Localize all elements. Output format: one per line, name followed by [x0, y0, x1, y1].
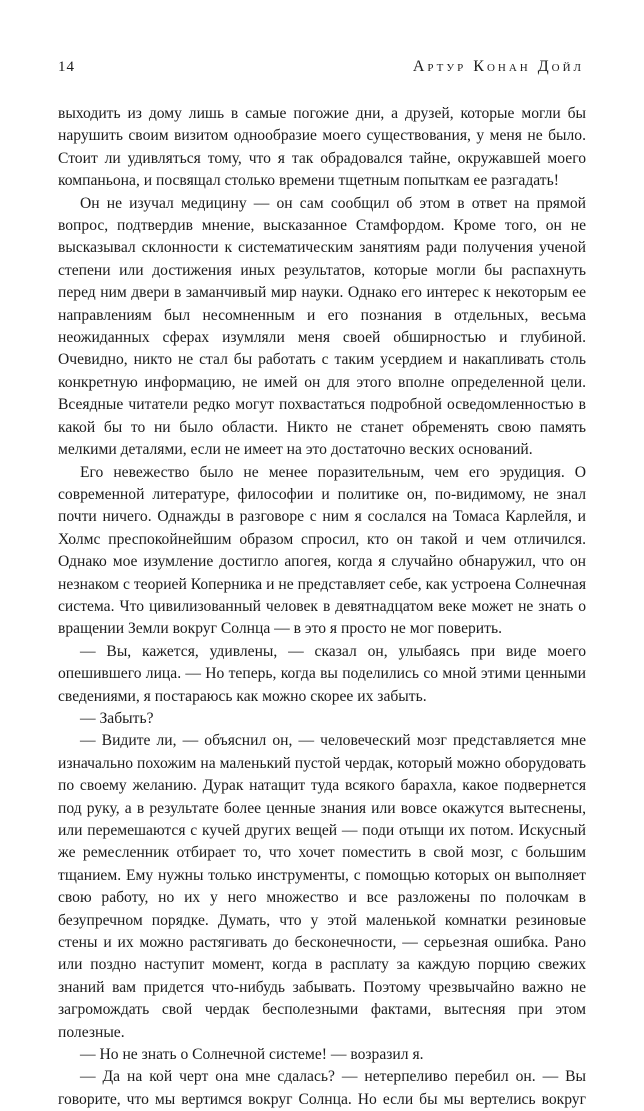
paragraph: — Вы, кажется, удивлены, — сказал он, улыбаясь при виде моего опешившего лица. — Но теперь, когда вы поделились со мной этими ценными сведениями, я постараюсь как можно скорее их забыть. — [58, 642, 586, 705]
running-head-author: Артур Конан Дойл — [412, 58, 584, 75]
page-number: 14 — [58, 59, 75, 75]
paragraph: — Но не знать о Солнечной системе! — возразил я. — [80, 1046, 424, 1064]
running-header — [58, 58, 584, 76]
paragraph: выходить из дому лишь в самые погожие дни, а друзей, которые могли бы нарушить своим визитом однообразие моего существования, у меня не было. Стоит ли удивляться тому, что я так обрадовался тайне, окружавшей моего компаньона, и посвящал столько времени тщетным попыткам ее разгадать! — [58, 105, 586, 190]
paragraph: Он не изучал медицину — он сам сообщил об этом в ответ на прямой вопрос, подтвердив мнение, высказанное Стамфордом. Кроме того, он не высказывал склонности к систематическим занятиям ради получения ученой степени или достижения иных результатов, которые могли бы распахнуть перед ним двери в заманчивый мир науки. Однако его интерес к некоторым ее направлениям был несомненным и его познания в отдельных, весьма неожиданных сферах изумляли меня своей обширностью и глубиной. Очевидно, никто не стал бы работать с таким усердием и накапливать столь конкретную информацию, не имей он для этого вполне определенной цели. Всеядные читатели редко могут похвастаться подробной осведомленностью в какой бы то ни было области. Никто не станет обременять свою память мелкими деталями, если не имеет на это достаточно веских оснований. — [58, 194, 586, 459]
paragraph: — Забыть? — [80, 709, 154, 727]
paragraph: Его невежество было не менее поразительным, чем его эрудиция. О современной литературе, философии и политике он, по-видимому, не знал почти ничего. Однажды в разговоре с ним я сослался на Томаса Карлейля, и Холмс преспокойнейшим образом спросил, кто он такой и чем отличился. Однако мое изумление достигло апогея, когда я случайно обнаружил, что он незнаком с теорией Коперника и не представляет себе, как устроена Солнечная система. Что цивилизованный человек в девятнадцатом веке может не знать о вращении Земли вокруг Солнца — в это я просто не мог поверить. — [58, 463, 586, 638]
paragraph: — Видите ли, — объяснил он, — человеческий мозг представляется мне изначально похожим на маленький пустой чердак, который можно оборудовать по своему желанию. Дурак натащит туда всякого барахла, какое подвернется под руку, а в результате более ценные знания или вовсе окажутся вытеснены, или перемешаются с кучей других вещей — поди отыщи их потом. Искусный же ремесленник отбирает то, что хочет поместить в свой мозг, с большим тщанием. Ему нужны только инструменты, с помощью которых он выполняет свою работу, но их у него множество и все разложены по полочкам в безупречном порядке. Думать, что у этой маленькой комнатки резиновые стены и их можно растягивать до бесконечности, — серьезная ошибка. Рано или поздно наступит момент, когда в расплату за каждую порцию свежих знаний вам придется что-нибудь забывать. Поэтому чрезвычайно важно не загромождать свой чердак бесполезными фактами, вытесняя при этом полезные. — [58, 732, 586, 1041]
body-text — [58, 103, 586, 1111]
paragraph: — Да на кой черт она мне сдалась? — нетерпеливо перебил он. — Вы говорите, что мы вертимся вокруг Солнца. Но если бы мы вертелись вокруг — [58, 1068, 586, 1108]
